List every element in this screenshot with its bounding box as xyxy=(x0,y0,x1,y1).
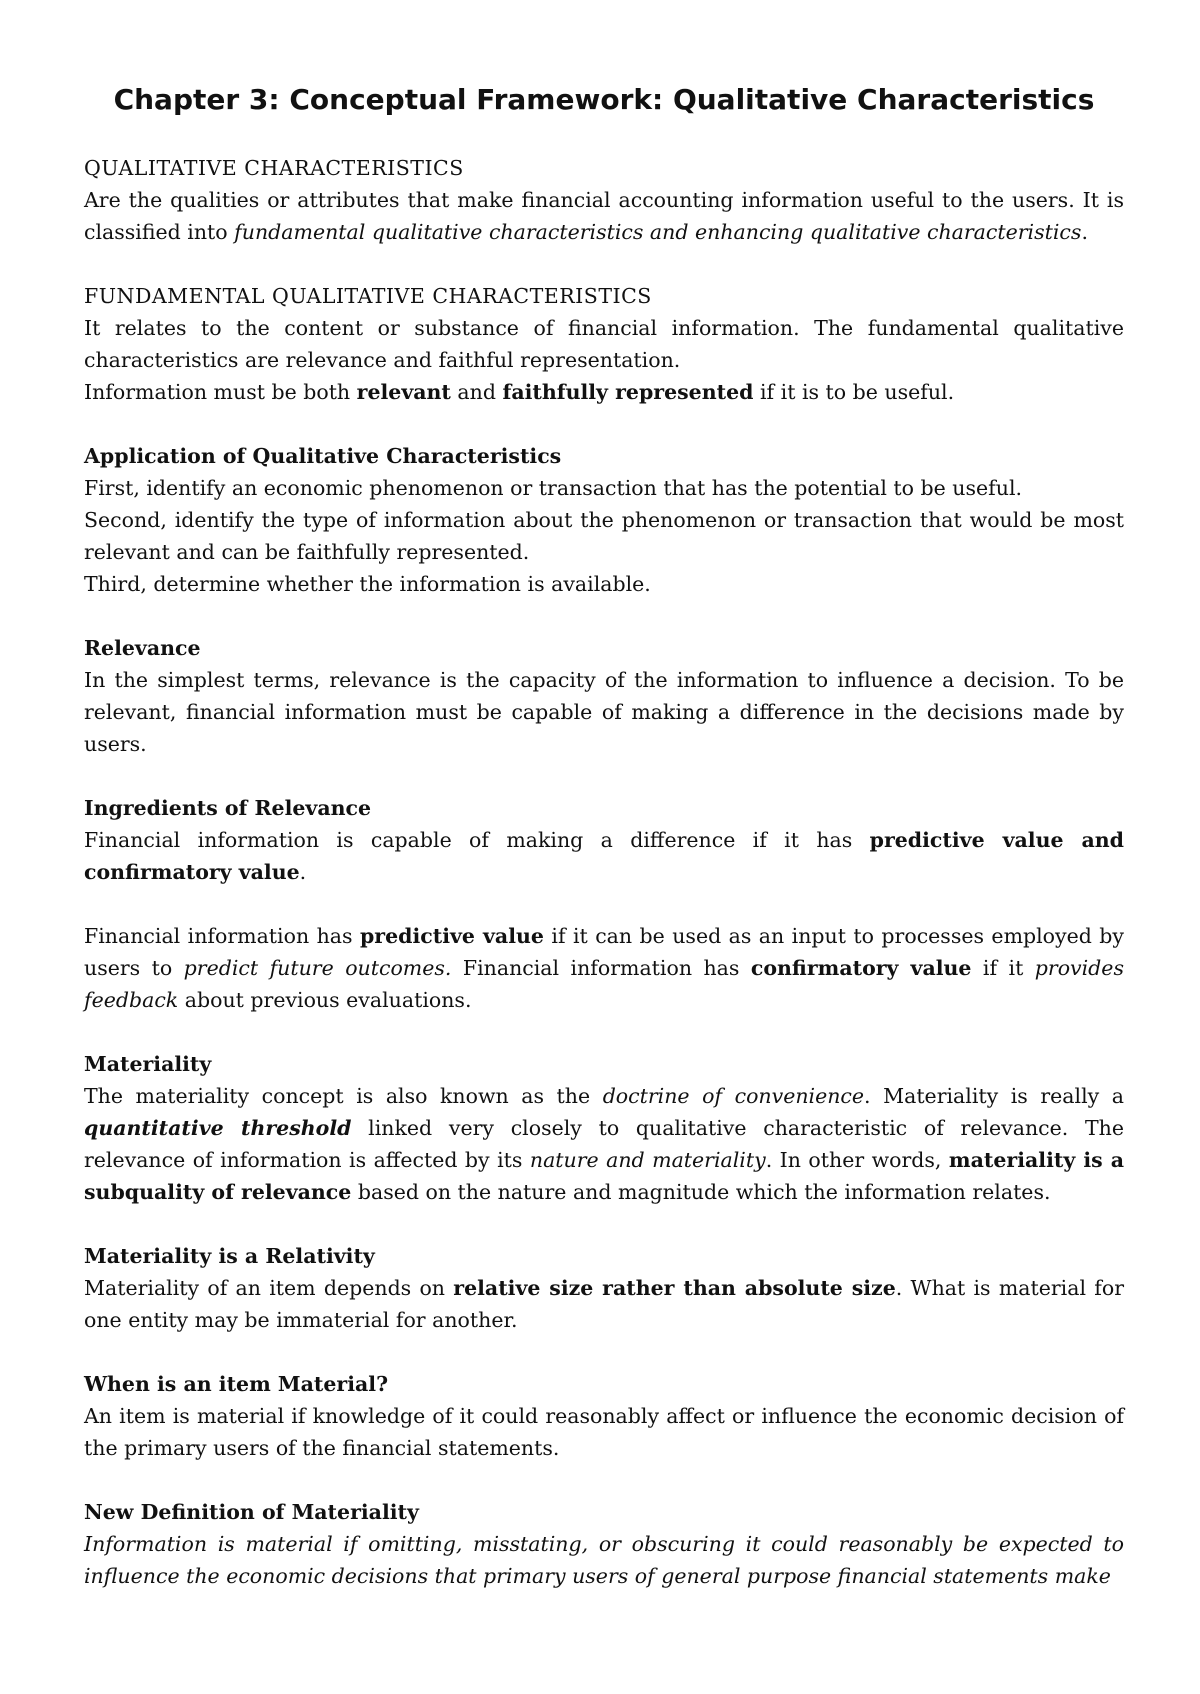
text-run: linked very closely to qualitative characteristic of relevance. The relevance of information is affected by its xyxy=(84,1116,1125,1172)
text-run: The materiality concept is also known as the xyxy=(84,1084,603,1108)
section-heading: New Definition of Materiality xyxy=(84,1500,419,1524)
bold-text: materiality is a subquality of relevance xyxy=(84,1148,1125,1204)
section-heading: When is an item Material? xyxy=(84,1372,389,1396)
text-run: Are the qualities or attributes that make financial accounting information useful to the users. It is classified into xyxy=(84,188,1124,244)
paragraph: First, identify an economic phenomenon or transaction that has the potential to be useful. xyxy=(84,476,1023,500)
section-ingredients-of-relevance xyxy=(84,792,1124,1016)
section-materiality-relativity xyxy=(84,1240,1124,1336)
section-when-material xyxy=(84,1368,1124,1464)
section-heading: QUALITATIVE CHARACTERISTICS xyxy=(84,156,464,180)
paragraph: In the simplest terms, relevance is the capacity of the information to influence a decision. To be relevant, financial information must be capable of making a difference in the decisions made by users. xyxy=(84,668,1124,756)
italic-text: doctrine of convenience xyxy=(602,1084,865,1108)
bold-text: relative size rather than absolute size xyxy=(453,1276,896,1300)
paragraph xyxy=(84,376,1124,408)
text-run: about previous evaluations. xyxy=(178,988,472,1012)
text-run: . What is material for one entity may be immaterial for another. xyxy=(84,1276,1124,1332)
text-run: . In other words, xyxy=(765,1148,949,1172)
bold-text: predictive value and confirmatory value xyxy=(84,828,1125,884)
section-heading: Application of Qualitative Characteristics xyxy=(84,444,562,468)
section-heading: Relevance xyxy=(84,636,201,660)
text-run: . Materiality is really a xyxy=(864,1084,1124,1108)
paragraph xyxy=(84,1080,1124,1208)
text-run: Materiality of an item depends on xyxy=(84,1276,454,1300)
bold-text: confirmatory value xyxy=(750,956,972,980)
paragraph xyxy=(84,920,1124,1016)
paragraph xyxy=(84,1272,1124,1336)
section-heading: FUNDAMENTAL QUALITATIVE CHARACTERISTICS xyxy=(84,284,652,308)
text-run: Information must be both xyxy=(84,380,357,404)
section-heading: Ingredients of Relevance xyxy=(84,796,372,820)
paragraph xyxy=(84,1528,1124,1592)
paragraph: An item is material if knowledge of it could reasonably affect or influence the economic decision of the primary users of the financial statements. xyxy=(84,1404,1124,1460)
text-run: if it can be used as an input to processes employed by users to xyxy=(84,924,1125,980)
text-run: if it xyxy=(971,956,1035,980)
bold-text: predictive value xyxy=(359,924,544,948)
paragraph: Second, identify the type of information about the phenomenon or transaction that would be most relevant and can be faithfully represented. xyxy=(84,508,1124,564)
italic-text: fundamental qualitative characteristics and enhancing qualitative characteristics xyxy=(234,220,1082,244)
italic-text: provides feedback xyxy=(84,956,1124,1012)
text-run: Financial information has xyxy=(451,956,751,980)
section-materiality xyxy=(84,1048,1124,1208)
paragraph: It relates to the content or substance of financial information. The fundamental qualitative characteristics are relevance and faithful representation. xyxy=(84,316,1124,372)
text-run: . xyxy=(299,860,307,884)
section-new-definition xyxy=(84,1496,1124,1592)
paragraph xyxy=(84,824,1124,888)
text-run: Financial information has xyxy=(84,924,360,948)
bold-text: relevant xyxy=(356,380,451,404)
text-run: based on the nature and magnitude which the information relates. xyxy=(351,1180,1051,1204)
text-run: and xyxy=(450,380,503,404)
italic-text: Information is material if omitting, misstating, or obscuring it could reasonably be expected to influence the economic decisions that primary users of general purpose financial statements make xyxy=(84,1532,1124,1588)
paragraph xyxy=(84,184,1124,248)
section-fundamental-qualitative-characteristics xyxy=(84,280,1124,408)
text-run: . xyxy=(1081,220,1088,244)
text-run: Financial information is capable of making a difference if it has xyxy=(84,828,870,852)
document-page xyxy=(84,78,1124,1624)
bold-italic-text: quantitative threshold xyxy=(84,1116,352,1140)
italic-text: nature and materiality xyxy=(529,1148,766,1172)
section-application xyxy=(84,440,1124,600)
italic-text: predict future outcomes. xyxy=(183,956,452,980)
section-heading: Materiality xyxy=(84,1052,212,1076)
section-heading: Materiality is a Relativity xyxy=(84,1244,375,1268)
page-title: Chapter 3: Conceptual Framework: Qualitative Characteristics xyxy=(113,83,1095,116)
text-run: if it is to be useful. xyxy=(753,380,955,404)
section-relevance xyxy=(84,632,1124,760)
section-qualitative-characteristics xyxy=(84,152,1124,248)
paragraph: Third, determine whether the information is available. xyxy=(84,572,651,596)
bold-text: faithfully represented xyxy=(502,380,754,404)
